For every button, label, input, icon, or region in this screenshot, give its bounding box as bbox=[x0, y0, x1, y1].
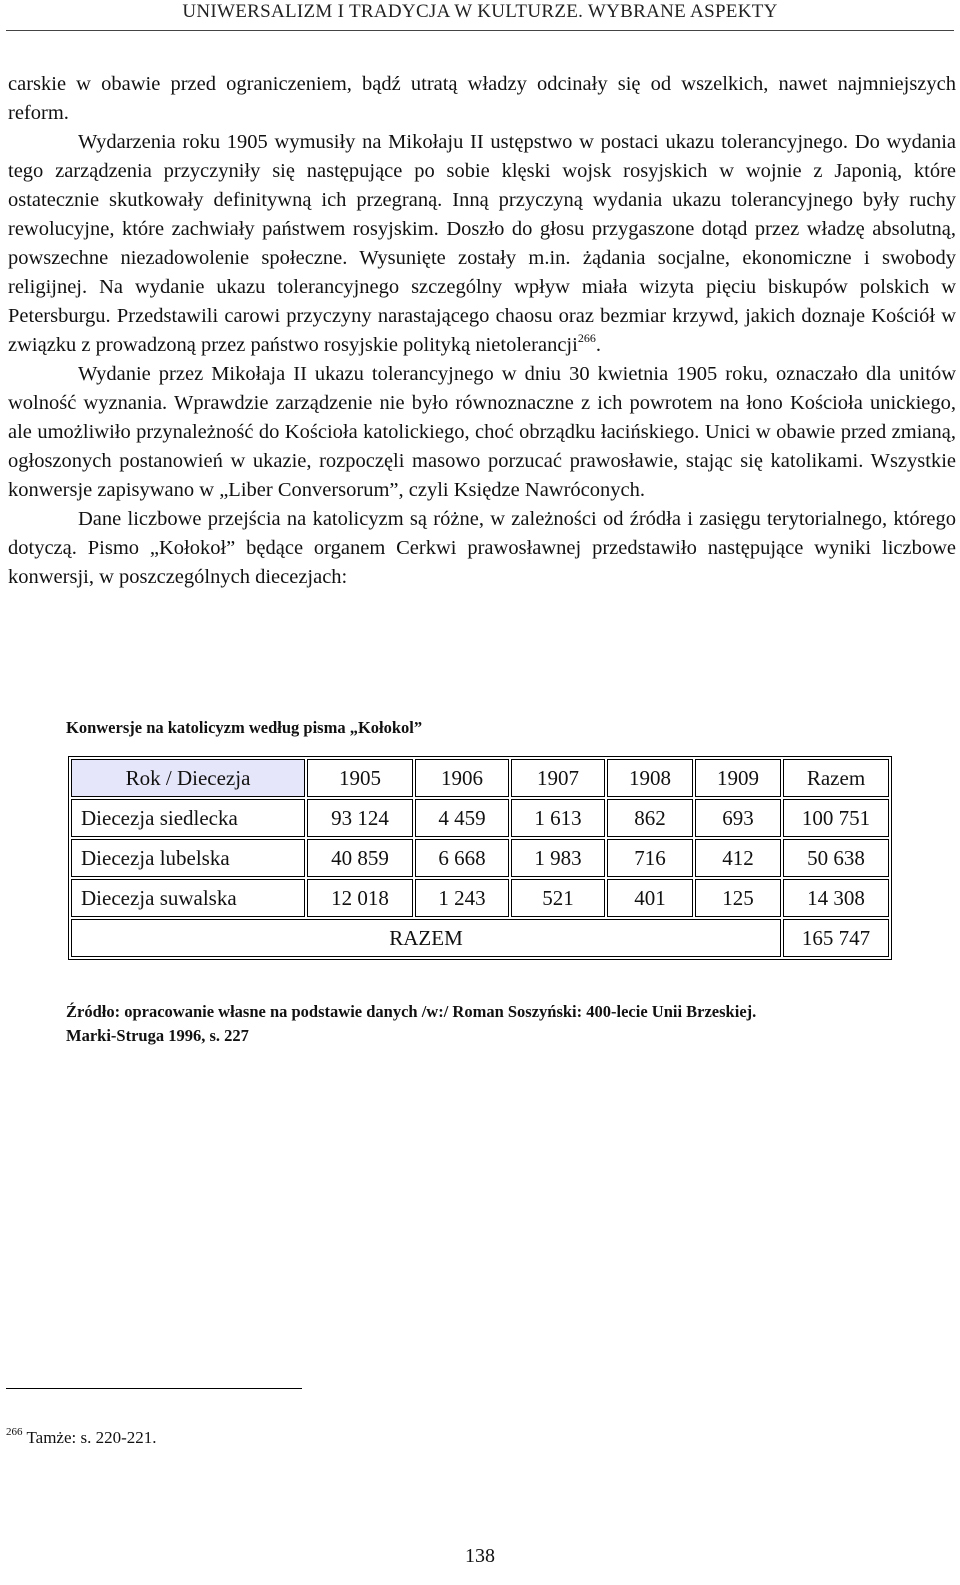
total-value: 165 747 bbox=[783, 919, 889, 957]
running-header: UNIWERSALIZM I TRADYCJA W KULTURZE. WYBRANE ASPEKTY bbox=[182, 1, 778, 22]
table-cell: 4 459 bbox=[415, 799, 509, 837]
table-cell: 12 018 bbox=[307, 879, 413, 917]
table-cell: 1 613 bbox=[511, 799, 605, 837]
table-cell: 1 983 bbox=[511, 839, 605, 877]
table-cell: Diecezja siedlecka bbox=[71, 799, 305, 837]
footnote-number: 266 bbox=[6, 1426, 23, 1438]
total-label: RAZEM bbox=[71, 919, 781, 957]
table-header-cell: 1907 bbox=[511, 759, 605, 797]
table-cell: 1 243 bbox=[415, 879, 509, 917]
body-text bbox=[8, 70, 956, 592]
table-cell: 521 bbox=[511, 879, 605, 917]
footnote-text: Tamże: s. 220-221. bbox=[26, 1428, 157, 1447]
table-row bbox=[71, 839, 889, 877]
footnote-divider bbox=[6, 1388, 302, 1389]
paragraph-3: Wydanie przez Mikołaja II ukazu tolerancyjnego w dniu 30 kwietnia 1905 roku, oznaczało dla unitów wolność wyznania. Wprawdzie zarządzenie nie było równoznaczne z ich powrotem na łono Kościoła unickiego, ale umożliwiło przynależność do Kościoła katolickiego, choć obrządku łacińskiego. Unici w obawie przed zmianą, ogłoszonych postanowień w ukazie, rozpoczęli masowo porzucać prawosławie, stając się katolikami. Wszystkie konwersje zapisywano w „Liber Conversorum”, czyli Księdze Nawróconych. bbox=[8, 363, 956, 501]
table-cell: 412 bbox=[695, 839, 781, 877]
table-cell: 14 308 bbox=[783, 879, 889, 917]
table-cell: 401 bbox=[607, 879, 693, 917]
paragraph-2 bbox=[8, 128, 956, 360]
table-source-note bbox=[66, 1000, 946, 1048]
paragraph-4: Dane liczbowe przejścia na katolicyzm są różne, w zależności od źródła i zasięgu terytorialnego, którego dotyczą. Pismo „Kołokoł” będące organem Cerkwi prawosławnej przedstawiło następujące wyniki liczbowe konwersji, w poszczególnych diecezjach: bbox=[8, 508, 956, 588]
paragraph-1: carskie w obawie przed ograniczeniem, bądź utratą władzy odcinały się od wszelkich, nawet najmniejszych reform. bbox=[8, 73, 956, 124]
conversion-table bbox=[68, 756, 892, 960]
table-cell: Diecezja suwalska bbox=[71, 879, 305, 917]
conversion-table-container bbox=[68, 756, 892, 960]
source-line-2: Marki-Struga 1996, s. 227 bbox=[66, 1026, 249, 1045]
paragraph-2-end: . bbox=[595, 334, 601, 356]
table-header-row bbox=[71, 759, 889, 797]
table-cell: 716 bbox=[607, 839, 693, 877]
table-total-row bbox=[71, 919, 889, 957]
table-cell: 6 668 bbox=[415, 839, 509, 877]
table-cell: 100 751 bbox=[783, 799, 889, 837]
table-cell: 93 124 bbox=[307, 799, 413, 837]
table-cell: Diecezja lubelska bbox=[71, 839, 305, 877]
footnote bbox=[6, 1428, 157, 1448]
table-cell: 50 638 bbox=[783, 839, 889, 877]
table-header-cell: 1905 bbox=[307, 759, 413, 797]
table-cell: 862 bbox=[607, 799, 693, 837]
table-cell: 693 bbox=[695, 799, 781, 837]
table-header-cell: 1908 bbox=[607, 759, 693, 797]
table-row bbox=[71, 799, 889, 837]
table-header-cell: Rok / Diecezja bbox=[71, 759, 305, 797]
source-line-1: Źródło: opracowanie własne na podstawie danych /w:/ Roman Soszyński: 400-lecie Unii Brzeskiej. bbox=[66, 1002, 757, 1021]
table-header-cell: 1906 bbox=[415, 759, 509, 797]
table-cell: 125 bbox=[695, 879, 781, 917]
header-divider bbox=[6, 30, 954, 31]
footnote-reference[interactable]: 266 bbox=[577, 331, 596, 345]
paragraph-2-text: Wydarzenia roku 1905 wymusiły na Mikołaju II ustępstwo w postaci ukazu tolerancyjnego. Do wydania tego zarządzenia przyczyniły się następujące po sobie klęski wojsk rosyjskich w wojnie z Japonią, które ostatecznie skutkowały definitywną ich przegraną. Inną przyczyną wydania ukazu tolerancyjnego były ruchy rewolucyjne, które zachwiały państwem rosyjskim. Doszło do głosu przygaszone dotąd przez władzę absolutną, powszechne niezadowolenie społeczne. Wysunięte zostały m.in. żądania socjalne, ekonomiczne i swobody religijnej. Na wydanie ukazu tolerancyjnego szczególny wpływ miała wizyta pięciu biskupów polskich w Petersburgu. Przedstawili carowi przyczyny narastającego chaosu oraz bezmiar krzywd, jakich doznaje Kościół w związku z prowadzoną przez państwo rosyjskie polityką nietolerancji bbox=[8, 131, 956, 356]
table-cell: 40 859 bbox=[307, 839, 413, 877]
table-caption: Konwersje na katolicyzm według pisma „Kołokol” bbox=[66, 718, 423, 737]
page-number: 138 bbox=[465, 1545, 495, 1567]
table-header-cell: 1909 bbox=[695, 759, 781, 797]
table-row bbox=[71, 879, 889, 917]
table-header-cell: Razem bbox=[783, 759, 889, 797]
